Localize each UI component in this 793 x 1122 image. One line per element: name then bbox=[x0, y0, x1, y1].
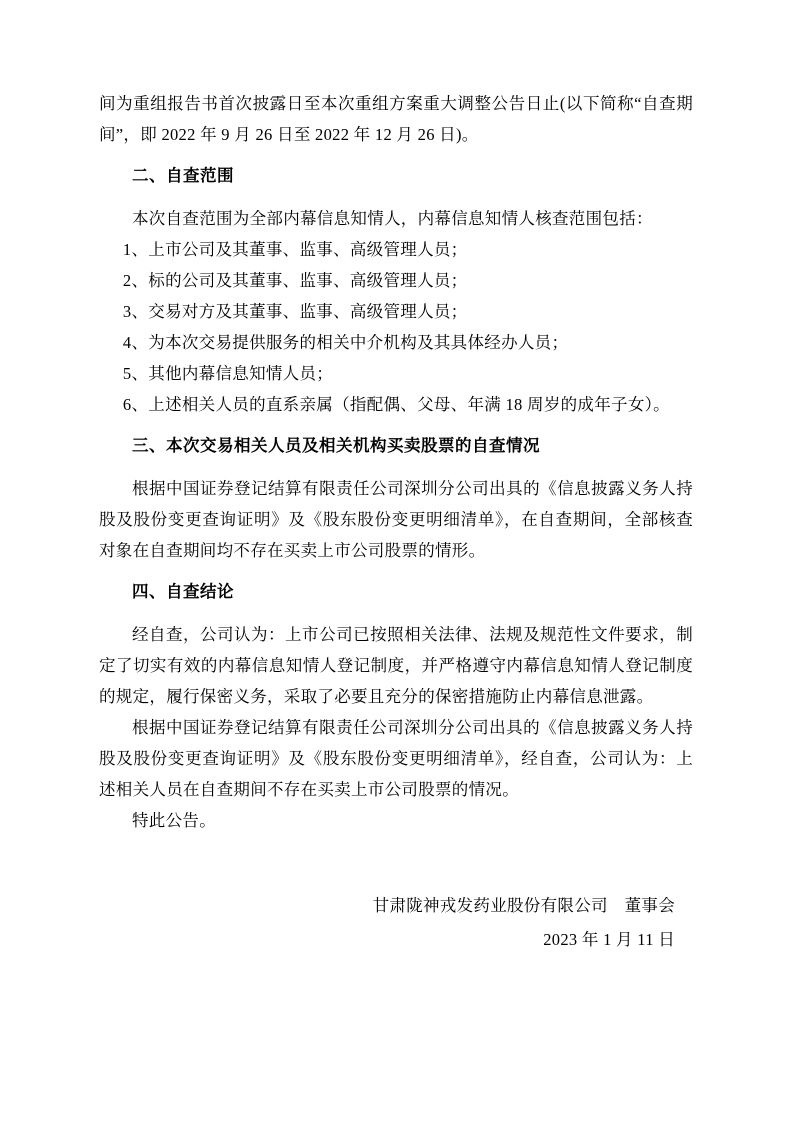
signature-company: 甘肃陇神戎发药业股份有限公司 董事会 bbox=[372, 896, 675, 915]
trading-check-paragraph: 根据中国证券登记结算有限责任公司深圳分公司出具的《信息披露义务人持股及股份变更查询证明》及《股东股份变更明细清单》，在自查期间，全部核查对象在自查期间均不存在买卖上市公司股票的情形。 bbox=[99, 479, 693, 560]
scope-item-1: 1、上市公司及其董事、监事、高级管理人员； bbox=[122, 240, 468, 259]
section-heading-trading-check: 三、本次交易相关人员及相关机构买卖股票的自查情况 bbox=[132, 437, 540, 455]
announcement-body bbox=[99, 88, 693, 957]
signature-date: 2023 年 1 月 11 日 bbox=[543, 930, 675, 949]
closing-statement: 特此公告。 bbox=[132, 811, 216, 830]
continuation-paragraph: 间为重组报告书首次披露日至本次重组方案重大调整公告日止(以下简称“自查期间”，即 2022 年 9 月 26 日至 2022 年 12 月 26 日)。 bbox=[99, 94, 693, 144]
conclusion-paragraph-1: 经自查，公司认为：上市公司已按照相关法律、法规及规范性文件要求，制定了切实有效的内幕信息知情人登记制度，并严格遵守内幕信息知情人登记制度的规定，履行保密义务，采取了必要且充分的保密措施防止内幕信息泄露。 bbox=[99, 625, 693, 706]
section-heading-scope: 二、自查范围 bbox=[132, 167, 234, 185]
scope-item-6: 6、上述相关人员的直系亲属（指配偶、父母、年满 18 周岁的成年子女）。 bbox=[122, 395, 670, 414]
signature-block bbox=[99, 889, 693, 957]
section-heading-conclusion: 四、自查结论 bbox=[132, 583, 234, 601]
conclusion-paragraph-2: 根据中国证券登记结算有限责任公司深圳分公司出具的《信息披露义务人持股及股份变更查询证明》及《股东股份变更明细清单》，经自查，公司认为：上述相关人员在自查期间不存在买卖上市公司股票的情况。 bbox=[99, 718, 693, 799]
scope-item-3: 3、交易对方及其董事、监事、高级管理人员； bbox=[122, 302, 468, 321]
scope-item-4: 4、为本次交易提供服务的相关中介机构及其具体经办人员； bbox=[122, 333, 569, 352]
scope-intro-paragraph: 本次自查范围为全部内幕信息知情人，内幕信息知情人核查范围包括： bbox=[132, 209, 653, 228]
scope-item-2: 2、标的公司及其董事、监事、高级管理人员； bbox=[122, 271, 468, 290]
scope-item-5: 5、其他内幕信息知情人员； bbox=[122, 364, 334, 383]
